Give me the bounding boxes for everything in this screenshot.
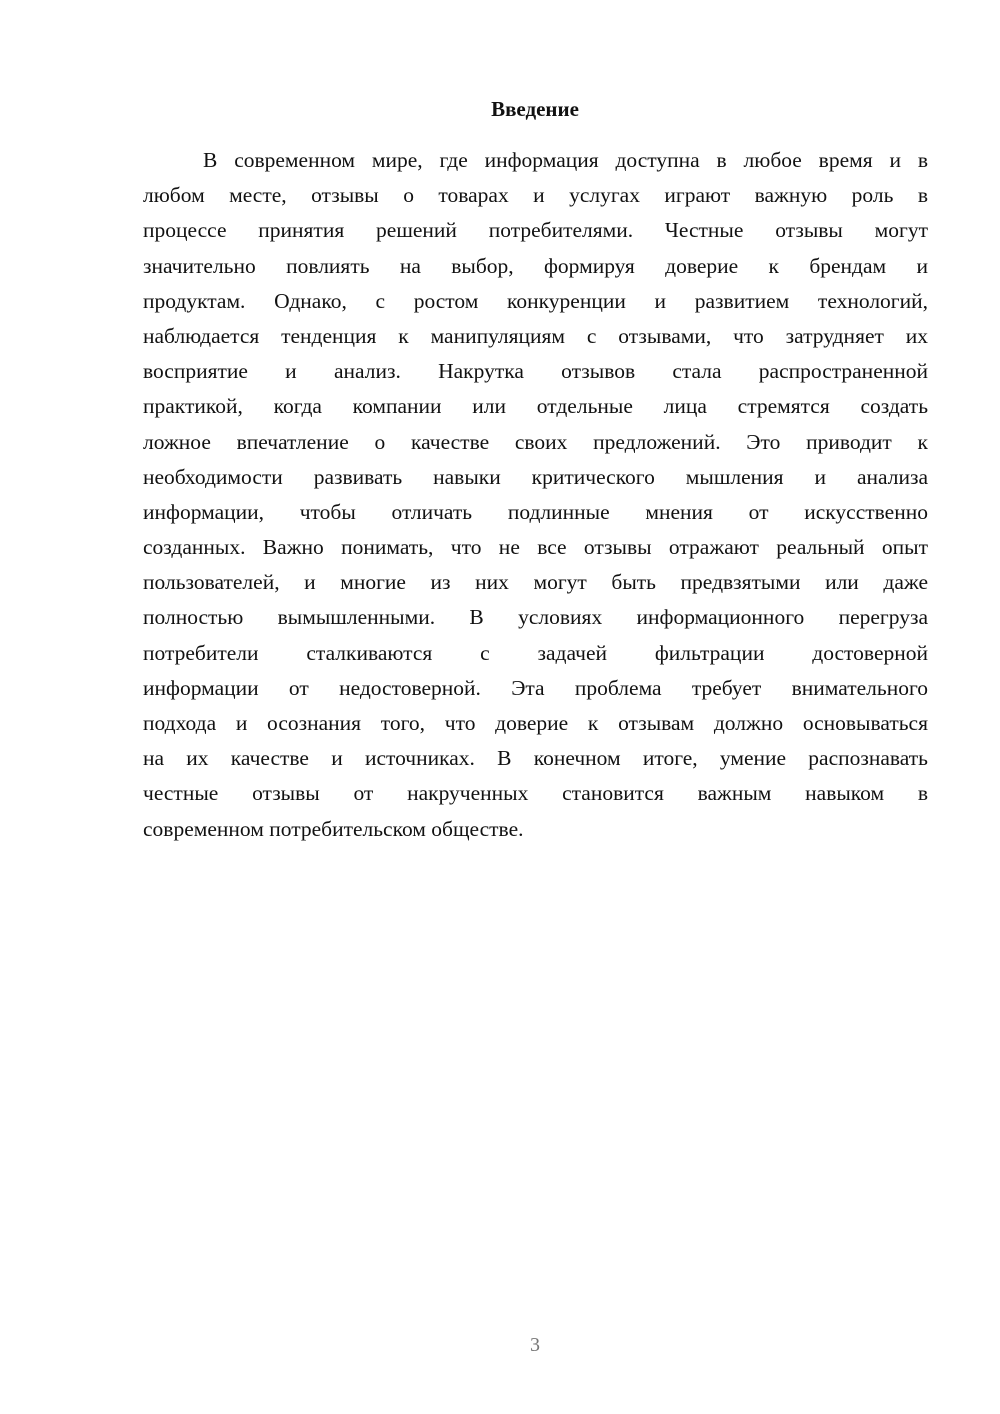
text-line: информации от недостоверной. Эта проблема требует внимательного <box>143 675 928 700</box>
text-line: практикой, когда компании или отдельные лица стремятся создать <box>143 394 928 419</box>
text-line: подхода и осознания того, что доверие к отзывам должно основываться <box>143 711 928 735</box>
text-line: честные отзывы от накрученных становится важным навыком в <box>143 781 928 806</box>
text-line: восприятие и анализ. Накрутка отзывов стала распространенной <box>143 359 928 384</box>
text-line: на их качестве и источниках. В конечном итоге, умение распознавать <box>143 746 928 771</box>
body-paragraph <box>143 143 928 847</box>
page-number: 3 <box>530 1334 540 1356</box>
text-line: необходимости развивать навыки критического мышления и анализа <box>143 464 928 489</box>
text-line: наблюдается тенденция к манипуляциям с отзывами, что затрудняет их <box>143 323 928 348</box>
text-line: процессе принятия решений потребителями. Честные отзывы могут <box>143 218 928 243</box>
text-line: созданных. Важно понимать, что не все отзывы отражают реальный опыт <box>143 535 928 560</box>
text-line: потребители сталкиваются с задачей фильтрации достоверной <box>143 640 928 665</box>
text-line: пользователей, и многие из них могут быть предвзятыми или даже <box>143 570 928 595</box>
text-line: современном потребительском обществе. <box>143 816 524 841</box>
text-line: любом месте, отзывы о товарах и услугах играют важную роль в <box>143 183 928 208</box>
text-line: информации, чтобы отличать подлинные мнения от искусственно <box>143 499 928 524</box>
text-line: значительно повлиять на выбор, формируя доверие к брендам и <box>143 253 928 278</box>
text-line: В современном мире, где информация доступна в любое время и в <box>203 148 928 172</box>
text-line: продуктам. Однако, с ростом конкуренции и развитием технологий, <box>143 288 928 313</box>
section-title: Введение <box>491 97 579 121</box>
text-line: полностью вымышленными. В условиях информационного перегруза <box>143 605 928 630</box>
text-line: ложное впечатление о качестве своих предложений. Это приводит к <box>143 429 928 454</box>
